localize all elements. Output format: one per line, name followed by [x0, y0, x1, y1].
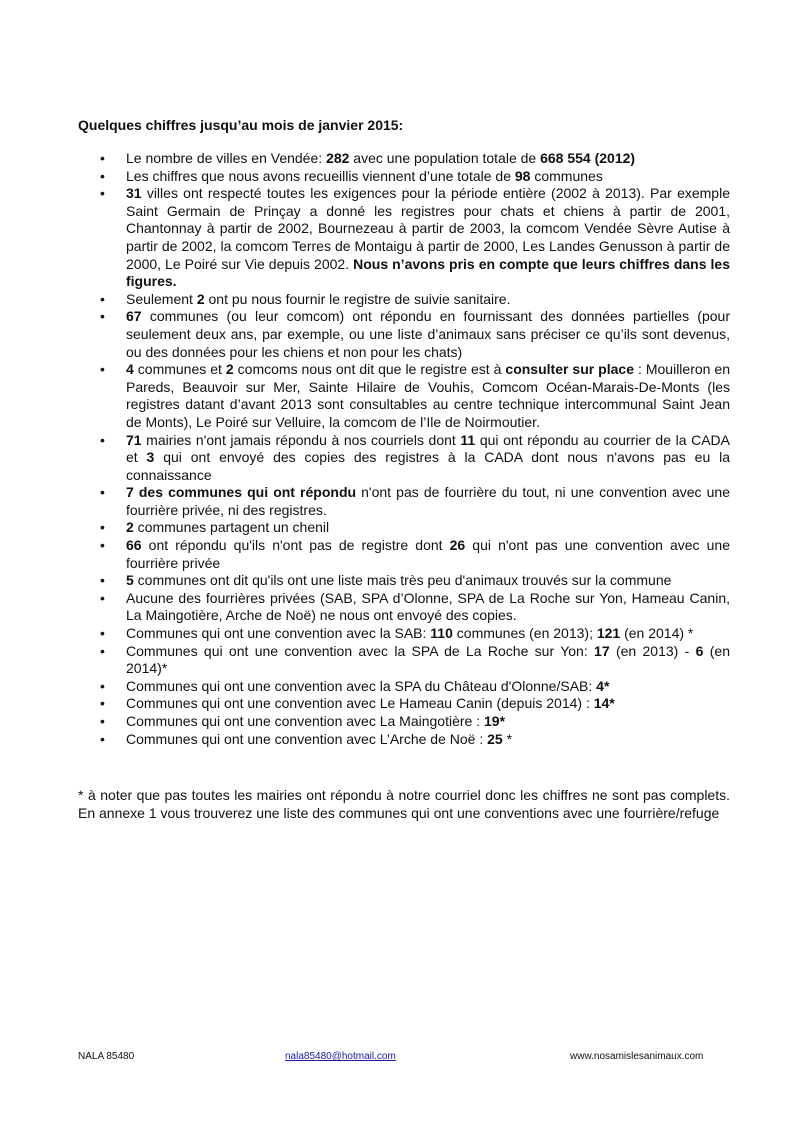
- bold-text: 67: [126, 308, 142, 325]
- page-title: Quelques chiffres jusqu’au mois de janvier 2015:: [78, 117, 404, 133]
- text: communes: [530, 167, 603, 184]
- list-item: [78, 432, 730, 485]
- text: qui ont envoyé des copies des registres à la CADA dont nous n'avons pas eu la connaissance: [126, 449, 730, 483]
- list-item: [78, 643, 730, 678]
- text: villes ont respecté toutes les exigences pour la période entière (2002 à 2013). Par exemple Saint Germain de Prinçay a donné les registres pour chats et chiens à partir de 2001, Chantonnay à partir de 2002, Bournezeau à partir de 2003, la comcom Vendée Sèvre Autise à partir de 2002, la comcom Terres de Montaigu à partir de 2000, Les Landes Genusson à partir de 2000, Le Poiré sur Vie depuis 2002.: [126, 185, 730, 272]
- list-item: [78, 361, 730, 431]
- bold-text: 98: [514, 167, 531, 184]
- text: (en 2013) -: [609, 642, 696, 659]
- text: ont pu nous fournir le registre de suivie sanitaire.: [204, 290, 511, 307]
- text: communes ont dit qu'ils ont une liste mais très peu d'animaux trouvés sur la commune: [133, 572, 672, 589]
- bold-text: 121: [596, 625, 621, 642]
- footnote: * à noter que pas toutes les mairies ont répondu à notre courriel donc les chiffres ne sont pas complets. En annexe 1 vous trouverez une liste des communes qui ont une conventions avec une fourrière/refuge: [78, 787, 730, 821]
- bold-text: 4*: [596, 677, 610, 694]
- list-item: [78, 185, 730, 291]
- bold-text: 17: [594, 642, 610, 659]
- bold-text: 25: [487, 730, 503, 747]
- footer-email-link[interactable]: nala85480@hotmail.com: [285, 1051, 396, 1062]
- list-item: [78, 678, 730, 696]
- text: *: [502, 730, 513, 747]
- list-item: [78, 308, 730, 361]
- bold-text: 5: [126, 572, 134, 589]
- bold-text: 6: [695, 642, 704, 659]
- text: Seulement: [126, 290, 197, 307]
- bold-text: consulter sur place: [505, 361, 634, 378]
- text: Communes qui ont une convention avec la SPA de La Roche sur Yon:: [126, 642, 595, 659]
- bold-text: 282: [326, 150, 350, 166]
- text: communes (en 2013);: [452, 625, 597, 642]
- bold-text: 14*: [593, 695, 615, 712]
- list-item: [78, 168, 730, 186]
- list-item: [78, 291, 730, 309]
- bold-text: 66: [126, 537, 142, 554]
- list-item: [78, 590, 730, 625]
- bold-text: 2: [225, 361, 234, 378]
- list-item: [78, 519, 730, 537]
- text: Communes qui ont une convention avec L’Arche de Noë :: [126, 730, 488, 747]
- text: (en 2014)*: [126, 642, 730, 677]
- footer-website: www.nosamislesanimaux.com: [570, 1051, 704, 1062]
- list-item: [78, 537, 730, 572]
- bold-text: 31: [126, 185, 142, 202]
- text: qui ont répondu au courrier de la CADA et: [126, 431, 730, 466]
- list-item: [78, 731, 730, 749]
- text: n'ont pas de fourrière du tout, ni une convention avec une fourrière privée, ni des registres.: [126, 484, 730, 518]
- list-item: [78, 695, 730, 713]
- text: qui n'ont pas une convention avec une fourrière privée: [126, 537, 730, 571]
- list-item: [78, 713, 730, 731]
- text: (en 2014) *: [620, 625, 694, 642]
- text: Les chiffres que nous avons recueillis viennent d’une totale de: [126, 167, 515, 184]
- bold-text: 26: [449, 537, 466, 554]
- list-item: [78, 484, 730, 519]
- list-item: [78, 572, 730, 590]
- text: comcoms nous ont dit que le registre est à: [233, 361, 506, 378]
- bold-text: 668 554 (2012): [540, 150, 636, 166]
- bold-text: 71: [126, 431, 142, 448]
- text: communes partagent un chenil: [133, 519, 330, 536]
- bold-text: 7 des communes qui ont répondu: [126, 484, 357, 501]
- bullet-list: [78, 150, 730, 748]
- bold-text: 11: [460, 431, 476, 448]
- bold-text: 2: [126, 519, 134, 536]
- bold-text: 19*: [484, 713, 506, 729]
- text: Communes qui ont une convention avec La Maingotière :: [126, 713, 484, 729]
- text: avec une population totale de: [349, 150, 541, 166]
- bold-text: 110: [430, 625, 453, 642]
- text: communes et: [133, 361, 226, 378]
- bold-text: Nous n’avons pris en compte que leurs chiffres dans les figures.: [126, 255, 730, 290]
- text: : Mouilleron en Pareds, Beauvoir sur Mer, Sainte Hilaire de Vouhis, Comcom Océan-Marais-De-Monts (les registres datant d’avant 2013 sont consultables au centre technique intercommunal Saint Jean de Monts), Le Poiré sur Velluire, la comcom de l’Ile de Noirmoutier.: [126, 361, 730, 430]
- text: Communes qui ont une convention avec Le Hameau Canin (depuis 2014) :: [126, 695, 594, 712]
- bold-text: 4: [126, 361, 134, 378]
- text: ont répondu qu'ils n'ont pas de registre dont: [141, 537, 450, 554]
- text: mairies n'ont jamais répondu à nos courriels dont: [141, 431, 461, 448]
- bold-text: 3: [146, 449, 155, 466]
- list-item: [78, 150, 730, 168]
- text: Le nombre de villes en Vendée:: [126, 150, 327, 166]
- text: Aucune des fourrières privées (SAB, SPA d’Olonne, SPA de La Roche sur Yon, Hameau Canin, La Maingotière, Arche de Noë) ne nous ont envoyé des copies.: [126, 589, 730, 624]
- footer-organization: NALA 85480: [78, 1051, 135, 1062]
- bold-text: 2: [196, 290, 205, 307]
- text: Communes qui ont une convention avec la SPA du Château d'Olonne/SAB:: [126, 677, 597, 694]
- text: communes (ou leur comcom) ont répondu en fournissant des données partielles (pour seulement deux ans, par exemple, ou une liste d’animaux sans préciser ce qu’ils sont devenus, ou des données pour les chiens et non pour les chats): [126, 308, 730, 360]
- list-item: [78, 625, 730, 643]
- text: Communes qui ont une convention avec la SAB:: [126, 625, 431, 642]
